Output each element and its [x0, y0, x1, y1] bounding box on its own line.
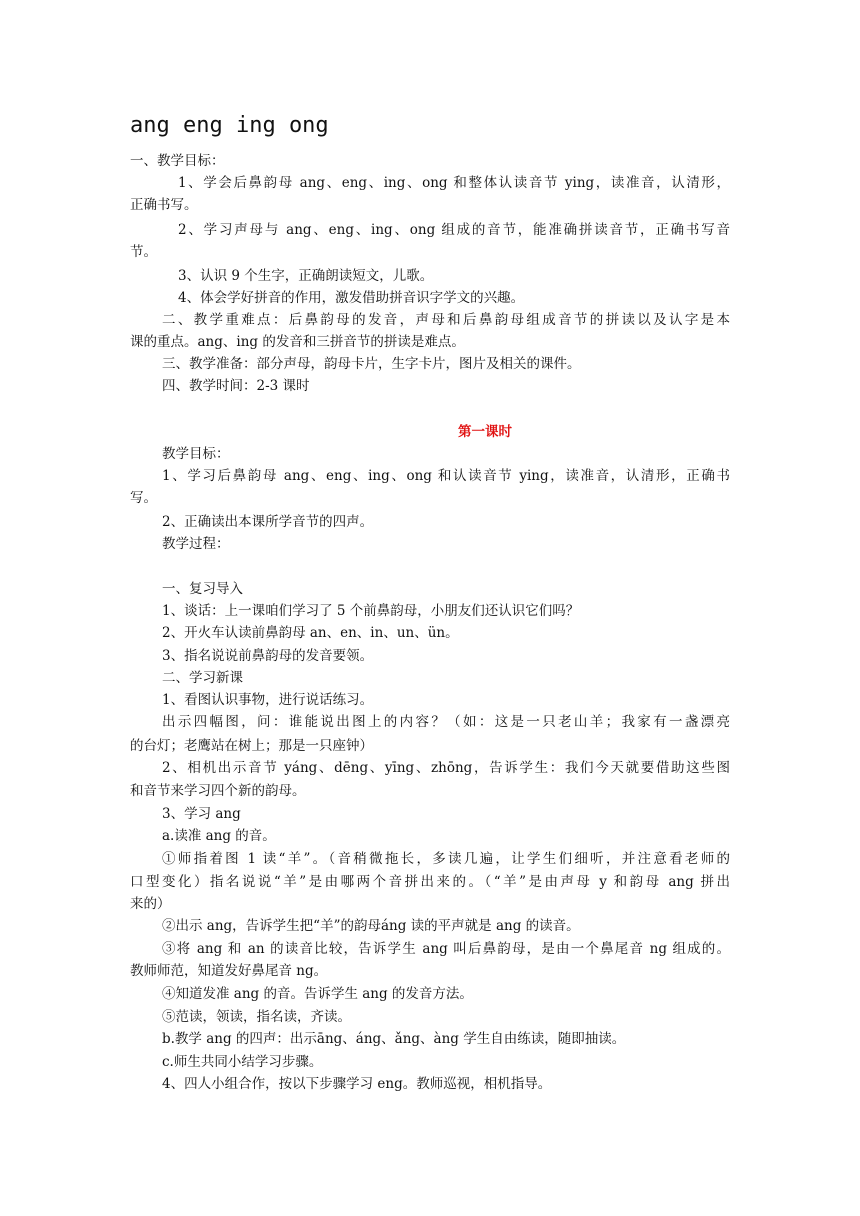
substep-a: a.读准 ang 的音。 [162, 828, 276, 844]
new-lesson-step-1: 1、看图认识事物，进行说话练习。 [162, 692, 374, 708]
new-lesson-heading: 二、学习新课 [162, 670, 243, 686]
new-lesson-step-1-desc-line-2: 的台灯；老鹰站在树上；那是一只座钟） [130, 738, 373, 754]
intro-goal-4: 4、体会学好拼音的作用，激发借助拼音识字学文的兴趣。 [178, 290, 525, 306]
new-lesson-step-2-line-1: 2、相机出示音节 yáng、dēng、yīng、zhōng，告诉学生：我们今天就要借助这些图 [162, 760, 730, 776]
circle-step-5: ⑤范读，领读，指名读，齐读。 [162, 1009, 351, 1025]
lesson-1-heading: 第一课时 [458, 424, 512, 440]
circle-step-3-line-2: 教师师范，知道发好鼻尾音 ng。 [130, 963, 328, 979]
substep-b: b.教学 ang 的四声：出示āng、áng、ǎng、àng 学生自由练读，随即抽读。 [162, 1031, 626, 1047]
intro-goal-2-line-2: 节。 [130, 244, 157, 260]
intro-goal-2-line-1: 2、学习声母与 ang、eng、ing、ong 组成的音节，能准确拼读音节，正确书写音 [178, 222, 730, 238]
circle-step-2: ②出示 ang，告诉学生把“羊”的韵母áng 读的平声就是 ang 的读音。 [162, 918, 580, 934]
review-step-3: 3、指名说说前鼻韵母的发音要领。 [162, 648, 374, 664]
lesson-1-goal-1-line-1: 1、学习后鼻韵母 ang、eng、ing、ong 和认读音节 ying，读准音，认清形，正确书 [162, 468, 730, 484]
review-step-1: 1、谈话：上一课咱们学习了 5 个前鼻韵母，小朋友们还认识它们吗？ [162, 603, 580, 619]
circle-step-3-line-1: ③将 ang 和 an 的读音比较，告诉学生 ang 叫后鼻韵母，是由一个鼻尾音 ng 组成的。 [162, 941, 730, 957]
lesson-title: ang eng ing ong [130, 113, 329, 138]
review-heading: 一、复习导入 [162, 581, 243, 597]
goals-heading: 一、教学目标： [130, 153, 225, 169]
substep-c: c.师生共同小结学习步骤。 [162, 1054, 323, 1070]
lesson-1-goals-label: 教学目标： [162, 446, 230, 462]
new-lesson-step-2-line-2: 和音节来学习四个新的韵母。 [130, 783, 306, 799]
keypoints-line-2: 课的重点。ang、ing 的发音和三拼音节的拼读是难点。 [130, 334, 465, 350]
teaching-preparation: 三、教学准备：部分声母，韵母卡片，生字卡片，图片及相关的课件。 [162, 356, 581, 372]
intro-goal-1-line-2: 正确书写。 [130, 197, 198, 213]
new-lesson-step-4: 4、四人小组合作，按以下步骤学习 eng。教师巡视，相机指导。 [162, 1076, 552, 1092]
review-step-2: 2、开火车认读前鼻韵母 an、en、in、un、ün。 [162, 625, 459, 641]
new-lesson-step-1-desc-line-1: 出示四幅图，问：谁能说出图上的内容？（如：这是一只老山羊；我家有一盏漂亮 [162, 714, 730, 730]
teaching-time: 四、教学时间：2-3 课时 [162, 378, 310, 394]
teaching-process-label: 教学过程： [162, 536, 230, 552]
keypoints-line-1: 二、教学重难点：后鼻韵母的发音，声母和后鼻韵母组成音节的拼读以及认字是本 [162, 312, 730, 328]
intro-goal-3: 3、认识 9 个生字，正确朗读短文，儿歌。 [178, 268, 434, 284]
new-lesson-step-3: 3、学习 ang [162, 806, 241, 822]
circle-step-1-line-3: 来的） [130, 896, 171, 912]
lesson-1-goal-2: 2、正确读出本课所学音节的四声。 [162, 514, 374, 530]
intro-goal-1-line-1: 1、学会后鼻韵母 ang、eng、ing、ong 和整体认读音节 ying，读准音，认清形， [178, 175, 730, 191]
circle-step-1-line-1: ①师指着图 1 读“羊”。（音稍微拖长，多读几遍，让学生们细听，并注意看老师的 [162, 851, 730, 867]
lesson-1-goal-1-line-2: 写。 [130, 490, 157, 506]
circle-step-1-line-2: 口型变化）指名说说“羊”是由哪两个音拼出来的。（“羊”是由声母 y 和韵母 ang 拼出 [130, 874, 730, 890]
circle-step-4: ④知道发准 ang 的音。告诉学生 ang 的发音方法。 [162, 986, 473, 1002]
